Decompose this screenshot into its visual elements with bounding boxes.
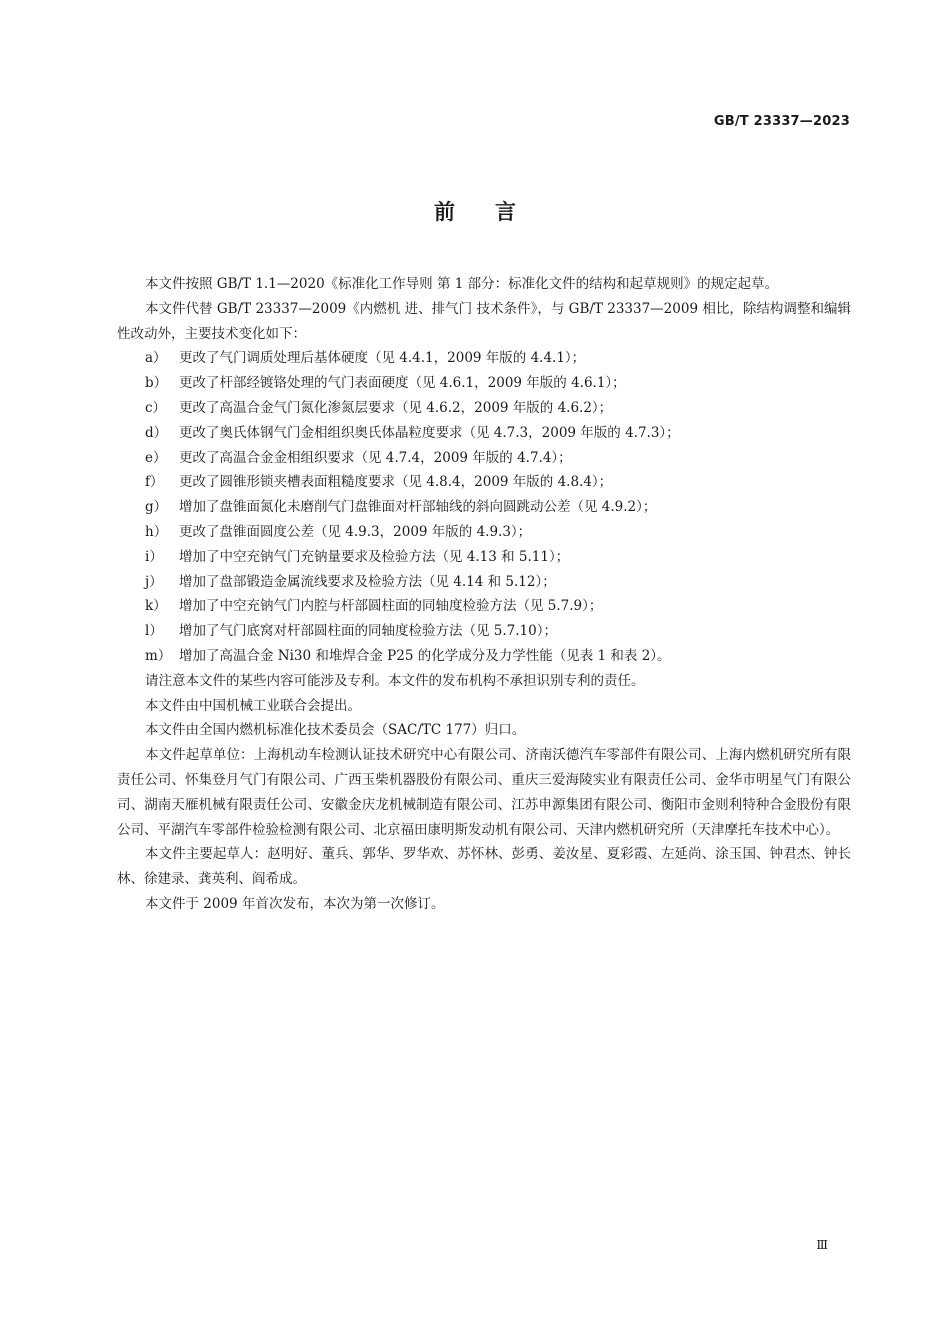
list-marker: a）: [145, 350, 167, 367]
list-item-text: 增加了盘锥面氮化未磨削气门盘锥面对杆部轴线的斜向圆跳动公差（见 4.9.2）；: [179, 499, 657, 516]
revision-history: 本文件于 2009 年首次发布，本次为第一次修订。: [145, 895, 445, 912]
list-item: [117, 396, 851, 421]
list-item-text: 更改了高温合金气门氮化渗氮层要求（见 4.6.2，2009 年版的 4.6.2）；: [179, 399, 613, 416]
drafting-units: 本文件起草单位：上海机动车检测认证技术研究中心有限公司、济南沃德汽车零部件有限公司、上海内燃机研究所有限责任公司、怀集登月气门有限公司、广西玉柴机器股份有限公司、重庆三爱海陵实业有限责任公司、金华市明星气门有限公司、湖南天雁机械有限责任公司、安徽金庆龙机械制造有限公司、江苏申源集团有限公司、衡阳市金则利特种合金股份有限公司、平湖汽车零部件检验检测有限公司、北京福田康明斯发动机有限公司、天津内燃机研究所（天津摩托车技术中心）。: [117, 747, 851, 838]
committee-statement: 本文件由全国内燃机标准化技术委员会（SAC/TC 177）归口。: [145, 722, 526, 739]
list-item-text: 更改了奥氏体钢气门金相组织奥氏体晶粒度要求（见 4.7.3，2009 年版的 4.7.3）；: [179, 424, 680, 441]
list-item: [117, 371, 851, 396]
intro-paragraph: 本文件按照 GB/T 1.1—2020《标准化工作导则 第 1 部分：标准化文件的结构和起草规则》的规定起草。: [145, 276, 779, 292]
list-item-text: 增加了气门底窝对杆部圆柱面的同轴度检验方法（见 5.7.10）；: [179, 623, 557, 640]
list-item-text: 更改了杆部经镀铬处理的气门表面硬度（见 4.6.1，2009 年版的 4.6.1）；: [179, 375, 626, 392]
list-item-text: 增加了高温合金 Ni30 和堆焊合金 P25 的化学成分及力学性能（见表 1 和表 2）。: [179, 647, 671, 664]
list-marker: m）: [145, 647, 172, 664]
technical-changes-list: [117, 346, 851, 668]
list-marker: f）: [145, 474, 164, 491]
patent-notice: 请注意本文件的某些内容可能涉及专利。本文件的发布机构不承担识别专利的责任。: [145, 672, 645, 689]
list-marker: k）: [145, 598, 167, 615]
list-item: [117, 619, 851, 644]
page-title: 前言: [434, 200, 556, 224]
page-number: Ⅲ: [816, 1238, 828, 1252]
list-item-text: 增加了中空充钠气门内腔与杆部圆柱面的同轴度检验方法（见 5.7.9）；: [179, 598, 603, 615]
list-marker: j）: [145, 573, 163, 590]
list-item: [117, 644, 851, 669]
list-marker: g）: [145, 499, 168, 516]
list-marker: e）: [145, 449, 167, 466]
list-item: [117, 495, 851, 520]
list-marker: i）: [145, 548, 163, 565]
list-item-text: 更改了气门调质处理后基体硬度（见 4.4.1，2009 年版的 4.4.1）；: [179, 350, 586, 367]
list-item-text: 增加了盘部锻造金属流线要求及检验方法（见 4.14 和 5.12）；: [179, 573, 556, 590]
list-item: [117, 545, 851, 570]
document-body: [117, 272, 851, 917]
proposer-statement: 本文件由中国机械工业联合会提出。: [145, 697, 361, 714]
list-item: [117, 594, 851, 619]
list-item: [117, 520, 851, 545]
intro-paragraph: 本文件代替 GB/T 23337—2009《内燃机 进、排气门 技术条件》，与 GB/T 23337—2009 相比，除结构调整和编辑性改动外，主要技术变化如下：: [117, 300, 851, 342]
list-marker: d）: [145, 424, 168, 441]
list-marker: b）: [145, 375, 168, 392]
drafters: 本文件主要起草人：赵明好、董兵、郭华、罗华欢、苏怀林、彭勇、姜汝星、夏彩霞、左延尚、涂玉国、钟君杰、钟长林、徐建录、龚英利、阎希成。: [117, 846, 851, 888]
list-item: [117, 470, 851, 495]
list-item-text: 增加了中空充钠气门充钠量要求及检验方法（见 4.13 和 5.11）；: [179, 548, 570, 565]
list-item: [117, 346, 851, 371]
list-marker: l）: [145, 623, 163, 640]
list-item: [117, 570, 851, 595]
document-code: GB/T 23337—2023: [713, 114, 850, 129]
list-item: [117, 421, 851, 446]
list-marker: c）: [145, 399, 167, 416]
list-item-text: 更改了圆锥形锁夹槽表面粗糙度要求（见 4.8.4，2009 年版的 4.8.4）；: [179, 474, 613, 491]
list-item: [117, 446, 851, 471]
list-item-text: 更改了盘锥面圆度公差（见 4.9.3，2009 年版的 4.9.3）；: [179, 523, 532, 540]
list-item-text: 更改了高温合金金相组织要求（见 4.7.4，2009 年版的 4.7.4）；: [179, 449, 572, 466]
list-marker: h）: [145, 523, 168, 540]
